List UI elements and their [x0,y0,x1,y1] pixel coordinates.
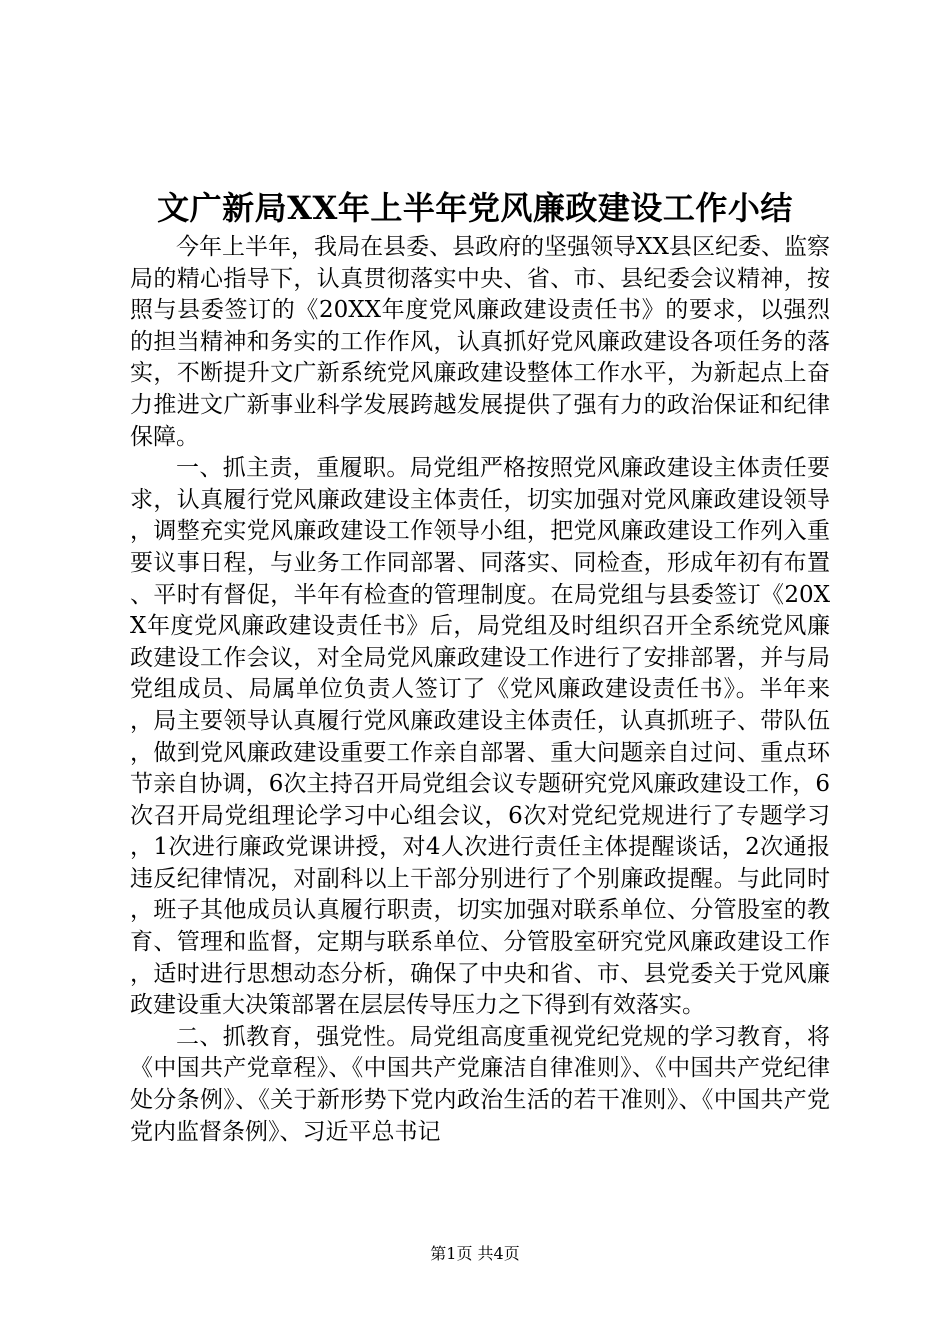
document-title: 文广新局XX年上半年党风廉政建设工作小结 [157,189,793,227]
document-body [130,232,830,1148]
page-number-footer: 第1页 共4页 [430,1244,520,1263]
paragraph-section-1: 一、抓主责，重履职。局党组严格按照党风廉政建设主体责任要求，认真履行党风廉政建设主体责任，切实加强对党风廉政建设领导，调整充实党风廉政建设工作领导小组，把党风廉政建设工作列入重要议事日程，与业务工作同部署、同落实、同检查，形成年初有布置、平时有督促，半年有检查的管理制度。在局党组与县委签订《20XX年度党风廉政建设责任书》后，局党组及时组织召开全系统党风廉政建设工作会议，对全局党风廉政建设工作进行了安排部署，并与局党组成员、局属单位负责人签订了《党风廉政建设责任书》。半年来，局主要领导认真履行党风廉政建设主体责任，认真抓班子、带队伍，做到党风廉政建设重要工作亲自部署、重大问题亲自过问、重点环节亲自协调，6次主持召开局党组会议专题研究党风廉政建设工作，6次召开局党组理论学习中心组会议，6次对党纪党规进行了专题学习，1次进行廉政党课讲授，对4人次进行责任主体提醒谈话，2次通报违反纪律情况，对副科以上干部分别进行了个别廉政提醒。与此同时，班子其他成员认真履行职责，切实加强对联系单位、分管股室的教育、管理和监督，定期与联系单位、分管股室研究党风廉政建设工作，适时进行思想动态分析，确保了中央和省、市、县党委关于党风廉政建设重大决策部署在层层传导压力之下得到有效落实。 [130,455,830,1019]
paragraph-intro: 今年上半年，我局在县委、县政府的坚强领导XX县区纪委、监察局的精心指导下，认真贯彻落实中央、省、市、县纪委会议精神，按照与县委签订的《20XX年度党风廉政建设责任书》的要求，以强烈的担当精神和务实的工作作风，认真抓好党风廉政建设各项任务的落实，不断提升文广新系统党风廉政建设整体工作水平，为新起点上奋力推进文广新事业科学发展跨越发展提供了强有力的政治保证和纪律保障。 [130,234,830,450]
paragraph-section-2: 二、抓教育，强党性。局党组高度重视党纪党规的学习教育，将《中国共产党章程》、《中国共产党廉洁自律准则》、《中国共产党纪律处分条例》、《关于新形势下党内政治生活的若干准则》、《中国共产党党内监督条例》、习近平总书记 [130,1023,830,1145]
